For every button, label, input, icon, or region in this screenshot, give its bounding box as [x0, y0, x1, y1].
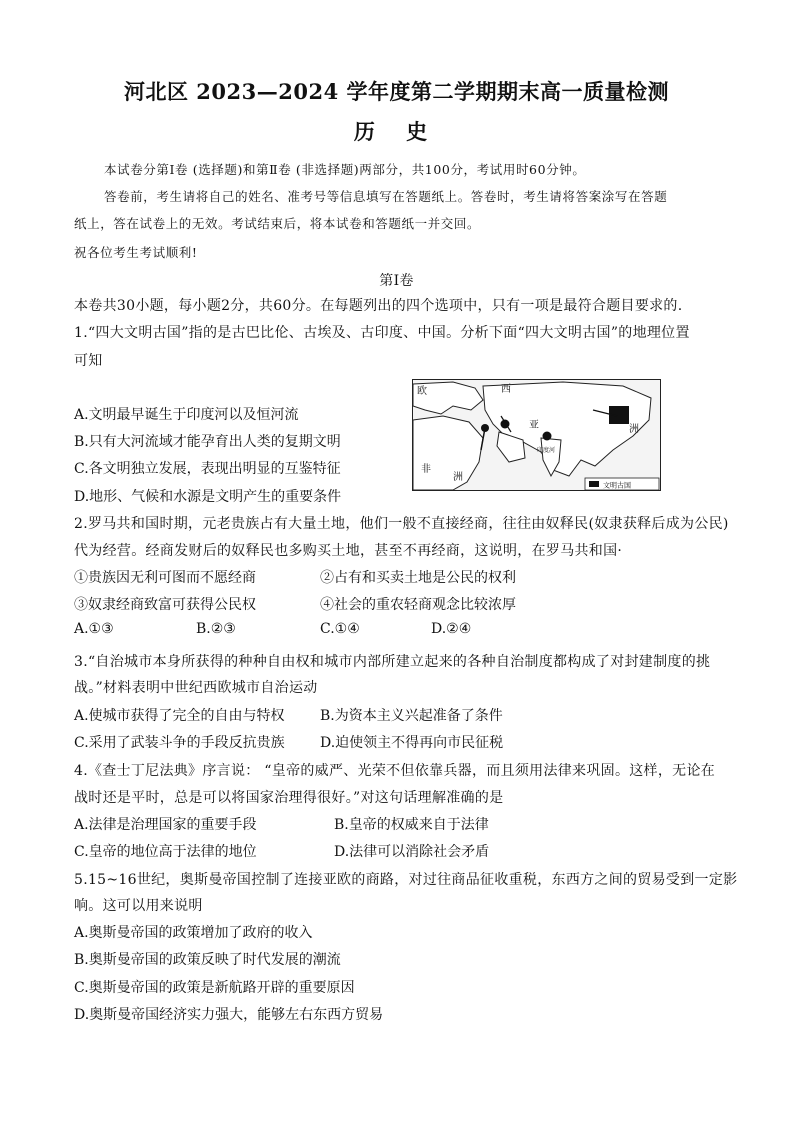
- q2-stem-line-1: 2.罗马共和国时期，元老贵族占有大量土地，他们一般不直接经商，往往由奴释民(奴隶获释后成为公民): [74, 516, 729, 532]
- q4-stem-line-1: 4.《查士丁尼法典》序言说： “皇帝的威严、光荣不但依靠兵器，而且须用法律来巩固。这样，无论在: [74, 763, 716, 779]
- instruction-line-2: 答卷前，考生请将自己的姓名、准考号等信息填写在答题纸上。答卷时，考生请将答案涂写在答题: [104, 189, 668, 204]
- section-title: 第Ⅰ卷: [379, 273, 414, 289]
- q1-stem-line-1: 1.“四大文明古国”指的是古巴比伦、古埃及、古印度、中国。分析下面“四大文明古国”的地理位置: [74, 325, 690, 341]
- q1-option-b: B.只有大河流域才能孕育出人类的复期文明: [74, 434, 341, 450]
- map-label-continent-asia: 洲: [629, 424, 639, 435]
- q3-option-a: A.使城市获得了完全的自由与特权: [74, 708, 285, 724]
- ancient-civilizations-map: [412, 379, 661, 491]
- q3-stem-line-2: 战。”材料表明中世纪西欧城市自治运动: [74, 680, 318, 696]
- q4-option-a: A.法律是治理国家的重要手段: [74, 817, 257, 833]
- map-label-indus: 印度河: [537, 447, 556, 454]
- instruction-line-1: 本试卷分第Ⅰ卷 (选择题)和第Ⅱ卷 (非选择题)两部分，共100分，考试用时60分钟。: [104, 162, 586, 177]
- q5-option-b: B.奥斯曼帝国的政策反映了时代发展的潮流: [74, 952, 341, 968]
- q4-option-b: B.皇帝的权威来自于法律: [334, 817, 489, 833]
- map-legend-label: 文明古国: [603, 481, 631, 490]
- exam-title: 河北区 2023—2024 学年度第二学期期末高一质量检测: [123, 79, 669, 104]
- q5-stem-line-1: 5.15~16世纪，奥斯曼帝国控制了连接亚欧的商路，对过往商品征收重税，东西方之间的贸易受到一定影: [74, 872, 738, 888]
- q2-item-2: ②占有和买卖土地是公民的权利: [320, 570, 516, 586]
- q4-option-c: C.皇帝的地位高于法律的地位: [74, 844, 257, 860]
- q3-option-c: C.采用了武装斗争的手段反抗贵族: [74, 735, 285, 751]
- q2-stem-line-2: 代为经营。经商发财后的奴释民也多购买土地，甚至不再经商，这说明，在罗马共和国·: [74, 543, 623, 559]
- q1-option-d: D.地形、气候和水源是文明产生的重要条件: [74, 489, 342, 505]
- q5-option-c: C.奥斯曼帝国的政策是新航路开辟的重要原因: [74, 980, 355, 996]
- q2-item-1: ①贵族因无利可图而不愿经商: [74, 570, 256, 586]
- map-label-west: 西: [501, 384, 511, 395]
- q3-option-b: B.为资本主义兴起准备了条件: [320, 708, 503, 724]
- q5-option-d: D.奥斯曼帝国经济实力强大，能够左右东西方贸易: [74, 1007, 384, 1023]
- q2-option-a: A.①③: [74, 621, 114, 637]
- subject-title: 历 史: [353, 119, 440, 144]
- q1-option-a: A.文明最早诞生于印度河以及恒河流: [74, 407, 299, 423]
- map-label-africa: 非: [421, 464, 431, 475]
- q1-stem-line-2: 可知: [74, 353, 103, 369]
- q2-option-b: B.②③: [196, 621, 236, 637]
- q4-stem-line-2: 战时还是平时，总是可以将国家治理得很好。”对这句话理解准确的是: [74, 790, 504, 806]
- q3-option-d: D.迫使领主不得再向市民征税: [320, 735, 504, 751]
- section-note: 本卷共30小题，每小题2分，共60分。在每题列出的四个选项中，只有一项是最符合题目要求的.: [74, 298, 683, 314]
- q1-option-c: C.各文明独立发展，表现出明显的互鉴特征: [74, 461, 341, 477]
- map-label-asia: 亚: [529, 420, 539, 431]
- q2-option-c: C.①④: [320, 621, 360, 637]
- good-luck-line: 祝各位考生考试顺利!: [74, 245, 198, 260]
- q5-option-a: A.奥斯曼帝国的政策增加了政府的收入: [74, 925, 313, 941]
- instruction-line-3: 纸上，答在试卷上的无效。考试结束后，将本试卷和答题纸一并交回。: [74, 216, 481, 231]
- q2-item-3: ③奴隶经商致富可获得公民权: [74, 597, 256, 613]
- q5-stem-line-2: 响。这可以用来说明: [74, 898, 203, 914]
- q2-option-d: D.②④: [431, 621, 472, 637]
- map-graphic: [413, 380, 660, 490]
- q3-stem-line-1: 3.“自治城市本身所获得的种种自由权和城市内部所建立起来的各种自治制度都构成了对封建制度的挑: [74, 654, 711, 670]
- q4-option-d: D.法律可以消除社会矛盾: [334, 844, 490, 860]
- map-label-europe: 欧: [417, 386, 427, 397]
- map-label-continent-africa: 洲: [453, 472, 463, 483]
- q2-item-4: ④社会的重农轻商观念比较浓厚: [320, 597, 516, 613]
